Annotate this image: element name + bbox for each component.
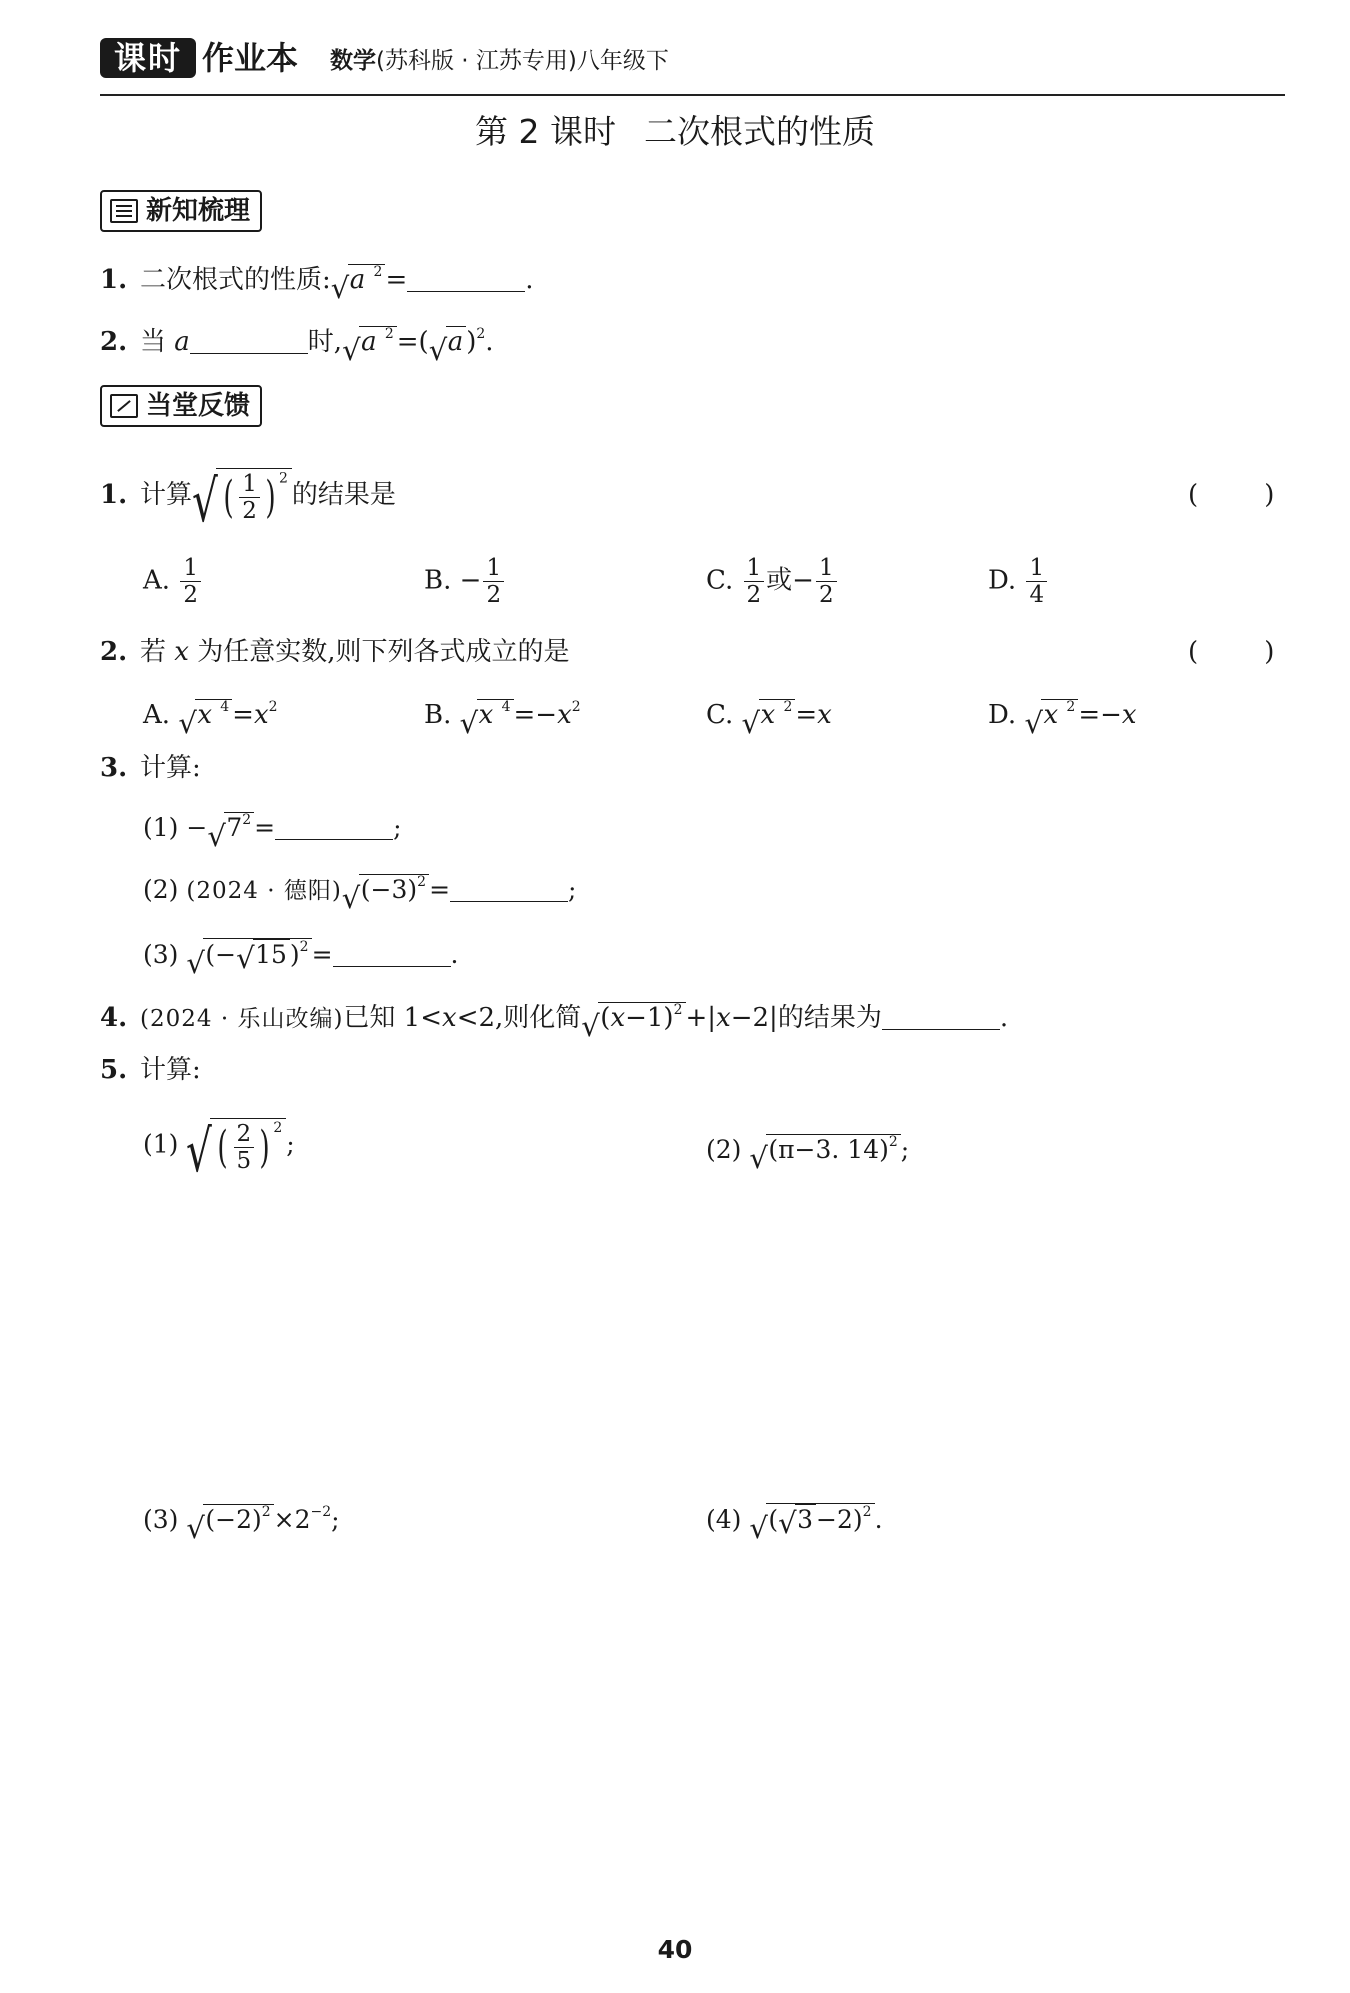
subquestion-2-3-2: (2) (2024 · 德阳)√ $(-3)^2$ = ;: [143, 870, 576, 911]
subquestion-2-5-1: (1) √ ( $\frac{2}{5}$ ) $^2$;: [143, 1118, 295, 1174]
question-2-4: 4. (2024 · 乐山改编)已知 1<x<2,则化简√ $(x-1)^2 +|x-2|$的结果为 .: [100, 998, 1008, 1039]
header-rule: [100, 94, 1285, 96]
section-label-text: 新知梳理: [146, 196, 251, 226]
book-icon: [110, 199, 138, 223]
option-d[interactable]: D. $\frac{1}{4}$: [988, 555, 1049, 608]
radical: √ a $^2$: [331, 260, 386, 300]
option-c[interactable]: C. $\frac{1}{2}$ 或− $\frac{1}{2}$: [706, 555, 839, 608]
question-2-1: 1. 计算√ ( $\frac{1}{2}$ ) $^2$的结果是: [100, 468, 396, 524]
answer-blank[interactable]: [275, 813, 393, 840]
lesson-title: [0, 110, 1350, 154]
option-a[interactable]: A. √ x $^4 =x^2$: [143, 695, 278, 735]
question-number: 2.: [100, 327, 128, 357]
answer-blank[interactable]: [190, 327, 308, 354]
book-name: 作业本: [202, 39, 299, 77]
edition: (苏科版 · 江苏专用)八年级下: [376, 48, 669, 74]
pencil-icon: [110, 394, 138, 418]
answer-parentheses[interactable]: ( ): [1188, 480, 1275, 510]
lesson-number: 第 2 课时: [475, 112, 616, 151]
answer-blank[interactable]: [333, 940, 451, 967]
section-label-class-feedback: [100, 385, 262, 427]
series-logo: 课时: [100, 38, 196, 78]
question-text: 二次根式的性质:: [140, 265, 331, 295]
option-b[interactable]: B. − $\frac{1}{2}$: [424, 555, 506, 608]
question-number: 3.: [100, 753, 128, 783]
section-label-text: 当堂反馈: [146, 391, 251, 421]
question-2-2: 2. 若 x 为任意实数,则下列各式成立的是: [100, 632, 569, 672]
question-number: 5.: [100, 1055, 128, 1085]
question-number: 4.: [100, 1003, 128, 1033]
radical: √ a $^2$: [342, 322, 397, 362]
section-label-new-knowledge: [100, 190, 262, 232]
question-1-2: 2. 当 a 时,√ a $^2$ =(√ a )$^2$.: [100, 322, 494, 362]
option-d[interactable]: D. √ x $^2$ =−x: [988, 695, 1137, 735]
radical: √ a: [429, 322, 467, 362]
option-b[interactable]: B. √ x $^4 =-x^2$: [424, 695, 581, 735]
subject: 数学: [330, 48, 376, 74]
subquestion-2-3-3: (3) √ (−√ 15 )$^2$ = .: [143, 935, 458, 975]
radical-fraction: √ ( $\frac{1}{2}$ ) $^2$: [192, 468, 292, 524]
subquestion-2-5-2: (2) √ (π−3. 14)$^2$ ;: [706, 1130, 909, 1170]
subquestion-2-3-1: (1) −√ $7^2$ = ;: [143, 808, 402, 848]
subquestion-2-5-3: (3) √ $(-2)^2 \times 2^{-2}$;: [143, 1500, 340, 1540]
lesson-name: 二次根式的性质: [643, 112, 875, 151]
question-number: 1.: [100, 480, 128, 510]
answer-blank[interactable]: [882, 1003, 1000, 1030]
question-2-5: 5. 计算:: [100, 1050, 201, 1090]
answer-parentheses[interactable]: ( ): [1188, 637, 1275, 667]
option-a[interactable]: A. $\frac{1}{2}$: [143, 555, 203, 608]
question-number: 2.: [100, 637, 128, 667]
page-number: 40: [657, 1935, 693, 1964]
question-number: 1.: [100, 265, 128, 295]
question-2-3: 3. 计算:: [100, 748, 201, 788]
question-1-1: 1. 二次根式的性质:√ a $^2$ = .: [100, 260, 534, 300]
answer-blank[interactable]: [450, 875, 568, 902]
book-subtitle: [330, 44, 669, 78]
answer-blank[interactable]: [407, 265, 525, 292]
subquestion-2-5-4: (4) √ (√ 3 −2)$^2$ .: [706, 1500, 883, 1540]
option-c[interactable]: C. √ x $^2$ =x: [706, 695, 832, 735]
